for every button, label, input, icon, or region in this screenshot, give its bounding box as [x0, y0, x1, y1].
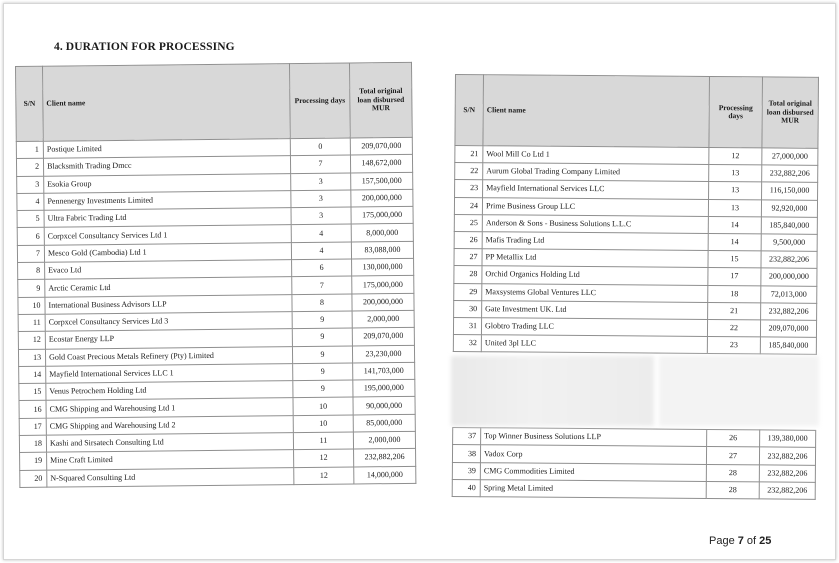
row-client-name: Orchid Organics Holding Ltd [482, 266, 708, 285]
row-sn: 28 [454, 266, 482, 283]
row-processing-days: 17 [708, 268, 761, 286]
row-client-name: Postique Limited [43, 139, 290, 159]
row-loan-amount: 232,882,206 [759, 447, 815, 465]
row-processing-days: 7 [290, 155, 350, 173]
row-processing-days: 0 [290, 138, 350, 156]
row-sn: 27 [454, 249, 482, 266]
row-loan-amount: 232,882,206 [354, 449, 416, 467]
row-processing-days: 4 [291, 242, 351, 260]
row-sn: 5 [17, 210, 44, 228]
row-client-name: Pennenergy Investments Limited [44, 191, 291, 211]
row-client-name: Kashi and Sirsatech Consulting Ltd [46, 433, 293, 453]
row-sn: 6 [17, 228, 44, 246]
row-loan-amount: 232,882,206 [759, 465, 815, 483]
row-sn: 19 [20, 453, 47, 471]
header-total-loan: Total original loan disbursed MUR [349, 62, 412, 138]
row-loan-amount: 130,000,000 [352, 258, 414, 276]
row-client-name: Wool Mill Co Ltd 1 [483, 146, 709, 165]
row-sn: 16 [19, 401, 46, 419]
row-client-name: Aurum Global Trading Company Limited [483, 163, 709, 182]
row-sn: 32 [453, 335, 481, 352]
row-sn: 38 [452, 445, 480, 462]
row-processing-days: 26 [707, 430, 760, 448]
row-sn: 4 [17, 193, 44, 211]
header-sn: S/N [455, 75, 484, 146]
row-processing-days: 14 [708, 216, 761, 234]
row-sn: 13 [18, 349, 45, 367]
row-loan-amount: 116,150,000 [762, 182, 818, 200]
page-number [709, 535, 771, 547]
row-sn: 23 [455, 180, 483, 197]
row-loan-amount: 23,230,000 [352, 345, 414, 363]
row-client-name: Anderson & Sons - Business Solutions L.L.C [482, 214, 708, 233]
row-client-name: Gate Investment UK. Ltd [482, 300, 708, 319]
row-sn: 10 [18, 297, 45, 315]
row-processing-days: 21 [708, 302, 761, 320]
row-sn: 21 [455, 146, 483, 163]
header-client-name: Client name [483, 75, 710, 148]
row-sn: 11 [18, 314, 45, 332]
row-loan-amount: 200,000,000 [351, 189, 413, 207]
row-client-name: Mayfield International Services LLC [483, 180, 709, 199]
row-client-name: Esokia Group [44, 173, 291, 193]
row-loan-amount: 209,070,000 [352, 328, 414, 346]
page-of-label: of [743, 535, 760, 547]
row-loan-amount: 27,000,000 [762, 148, 818, 166]
processing-table-right [452, 74, 819, 500]
row-processing-days: 13 [709, 165, 762, 183]
header-sn: S/N [16, 66, 44, 141]
row-client-name: Mine Craft Limited [47, 450, 294, 470]
row-processing-days: 8 [292, 294, 352, 312]
row-processing-days: 15 [708, 251, 761, 269]
row-client-name: Spring Metal Limited [480, 480, 706, 499]
row-client-name: Globtro Trading LLC [481, 318, 707, 337]
row-processing-days: 6 [292, 259, 352, 277]
row-processing-days: 11 [293, 432, 353, 450]
row-processing-days: 3 [291, 207, 351, 225]
row-loan-amount: 90,000,000 [353, 397, 415, 415]
row-client-name: Venus Petrochem Holding Ltd [46, 381, 293, 401]
row-processing-days: 7 [292, 276, 352, 294]
row-loan-amount: 148,672,000 [350, 155, 412, 173]
row-client-name: CMG Shipping and Warehousing Ltd 2 [46, 415, 293, 435]
table-row [452, 479, 815, 499]
row-sn: 20 [20, 470, 47, 488]
row-processing-days: 12 [294, 467, 354, 485]
row-sn: 37 [453, 428, 481, 445]
row-client-name: CMG Commodities Limited [480, 462, 706, 481]
row-processing-days: 13 [708, 199, 761, 217]
row-client-name: Prime Business Group LLC [482, 197, 708, 216]
row-client-name: N-Squared Consulting Ltd [47, 467, 294, 487]
row-client-name: Ecostar Energy LLP [45, 329, 292, 349]
row-sn: 25 [454, 214, 482, 231]
row-client-name: Maxsystems Global Ventures LLC [482, 283, 708, 302]
row-sn: 9 [18, 280, 45, 298]
row-processing-days: 4 [291, 224, 351, 242]
row-client-name: Corpxcel Consultancy Services Ltd 1 [44, 225, 291, 245]
page-label: Page [709, 535, 738, 547]
row-loan-amount: 175,000,000 [351, 207, 413, 225]
row-sn: 12 [18, 331, 45, 349]
row-loan-amount: 209,070,000 [760, 320, 816, 338]
row-processing-days: 3 [291, 173, 351, 191]
row-sn: 18 [19, 435, 46, 453]
row-client-name: Mesco Gold (Cambodia) Ltd 1 [44, 242, 291, 262]
row-client-name: Ultra Fabric Trading Ltd [44, 208, 291, 228]
row-sn: 8 [18, 262, 45, 280]
row-processing-days: 10 [293, 397, 353, 415]
row-sn: 17 [19, 418, 46, 436]
row-sn: 30 [454, 300, 482, 317]
processing-table-left [15, 62, 416, 488]
row-loan-amount: 232,882,206 [762, 165, 818, 183]
row-loan-amount: 195,000,000 [353, 379, 415, 397]
row-loan-amount: 92,920,000 [761, 199, 817, 217]
row-sn: 39 [452, 462, 480, 479]
row-client-name: Mafis Trading Ltd [482, 232, 708, 251]
row-processing-days: 23 [707, 337, 760, 355]
row-loan-amount: 232,882,206 [761, 251, 817, 269]
row-client-name: Arctic Ceramic Ltd [45, 277, 292, 297]
row-sn: 40 [452, 479, 480, 496]
header-processing-days: Processing days [709, 76, 763, 147]
row-sn: 3 [17, 176, 44, 194]
table-row [20, 466, 416, 487]
row-sn: 24 [454, 197, 482, 214]
row-sn: 7 [17, 245, 44, 263]
row-client-name: Top Winner Business Solutions LLP [481, 428, 707, 447]
header-total-loan: Total original loan disbursed MUR [762, 77, 819, 148]
row-processing-days: 9 [292, 311, 352, 329]
row-processing-days: 14 [708, 233, 761, 251]
row-processing-days: 18 [708, 285, 761, 303]
row-loan-amount: 232,882,206 [761, 303, 817, 321]
header-processing-days: Processing days [289, 63, 350, 139]
row-sn: 31 [453, 317, 481, 334]
row-client-name: Vadox Corp [480, 445, 706, 464]
row-processing-days: 12 [294, 449, 354, 467]
row-client-name: Corpxcel Consultancy Services Ltd 3 [45, 312, 292, 332]
redaction-blur [451, 356, 654, 426]
row-loan-amount: 139,380,000 [760, 430, 816, 448]
row-client-name: PP Metallix Ltd [482, 249, 708, 268]
row-client-name: CMG Shipping and Warehousing Ltd 1 [46, 398, 293, 418]
row-loan-amount: 185,840,000 [761, 217, 817, 235]
row-processing-days: 9 [293, 380, 353, 398]
row-processing-days: 28 [706, 464, 759, 482]
row-processing-days: 22 [707, 319, 760, 337]
row-client-name: Evaco Ltd [45, 260, 292, 280]
row-loan-amount: 85,000,000 [353, 414, 415, 432]
row-processing-days: 10 [293, 415, 353, 433]
row-sn: 29 [454, 283, 482, 300]
row-processing-days: 9 [293, 363, 353, 381]
table-header-row [16, 62, 413, 141]
row-client-name: International Business Advisors LLP [45, 294, 292, 314]
row-loan-amount: 2,000,000 [353, 431, 415, 449]
current-page: 7 [737, 535, 744, 547]
row-loan-amount: 83,088,000 [351, 241, 413, 259]
row-processing-days: 28 [706, 481, 759, 499]
row-loan-amount: 209,070,000 [350, 137, 412, 155]
row-loan-amount: 2,000,000 [352, 310, 414, 328]
row-loan-amount: 9,500,000 [761, 234, 817, 252]
row-processing-days: 9 [292, 346, 352, 364]
row-client-name: Blacksmith Trading Dmcc [43, 156, 290, 176]
section-title: 4. DURATION FOR PROCESSING [54, 41, 235, 53]
document-page [3, 3, 836, 560]
row-loan-amount: 157,500,000 [351, 172, 413, 190]
row-processing-days: 12 [709, 147, 762, 165]
row-sn: 26 [454, 231, 482, 248]
row-sn: 14 [19, 366, 46, 384]
row-sn: 22 [455, 163, 483, 180]
redaction-blur [659, 356, 819, 426]
row-loan-amount: 72,013,000 [761, 285, 817, 303]
row-sn: 2 [16, 159, 43, 177]
row-loan-amount: 8,000,000 [351, 224, 413, 242]
row-sn: 15 [19, 383, 46, 401]
row-loan-amount: 175,000,000 [352, 276, 414, 294]
row-processing-days: 27 [706, 447, 759, 465]
row-loan-amount: 232,882,206 [759, 482, 815, 500]
row-client-name: Gold Coast Precious Metals Refinery (Pty) Limited [45, 346, 292, 366]
row-processing-days: 13 [709, 182, 762, 200]
header-client-name: Client name [43, 64, 291, 142]
row-processing-days: 9 [292, 328, 352, 346]
row-loan-amount: 185,840,000 [760, 337, 816, 355]
row-loan-amount: 200,000,000 [761, 268, 817, 286]
row-loan-amount: 200,000,000 [352, 293, 414, 311]
row-loan-amount: 14,000,000 [354, 466, 416, 484]
row-client-name: United 3pl LLC [481, 335, 707, 354]
row-sn: 1 [16, 141, 43, 159]
table-header-row [455, 75, 819, 149]
row-client-name: Mayfield International Services LLC 1 [46, 363, 293, 383]
row-loan-amount: 141,703,000 [353, 362, 415, 380]
total-pages: 25 [759, 535, 772, 547]
row-processing-days: 3 [291, 190, 351, 208]
